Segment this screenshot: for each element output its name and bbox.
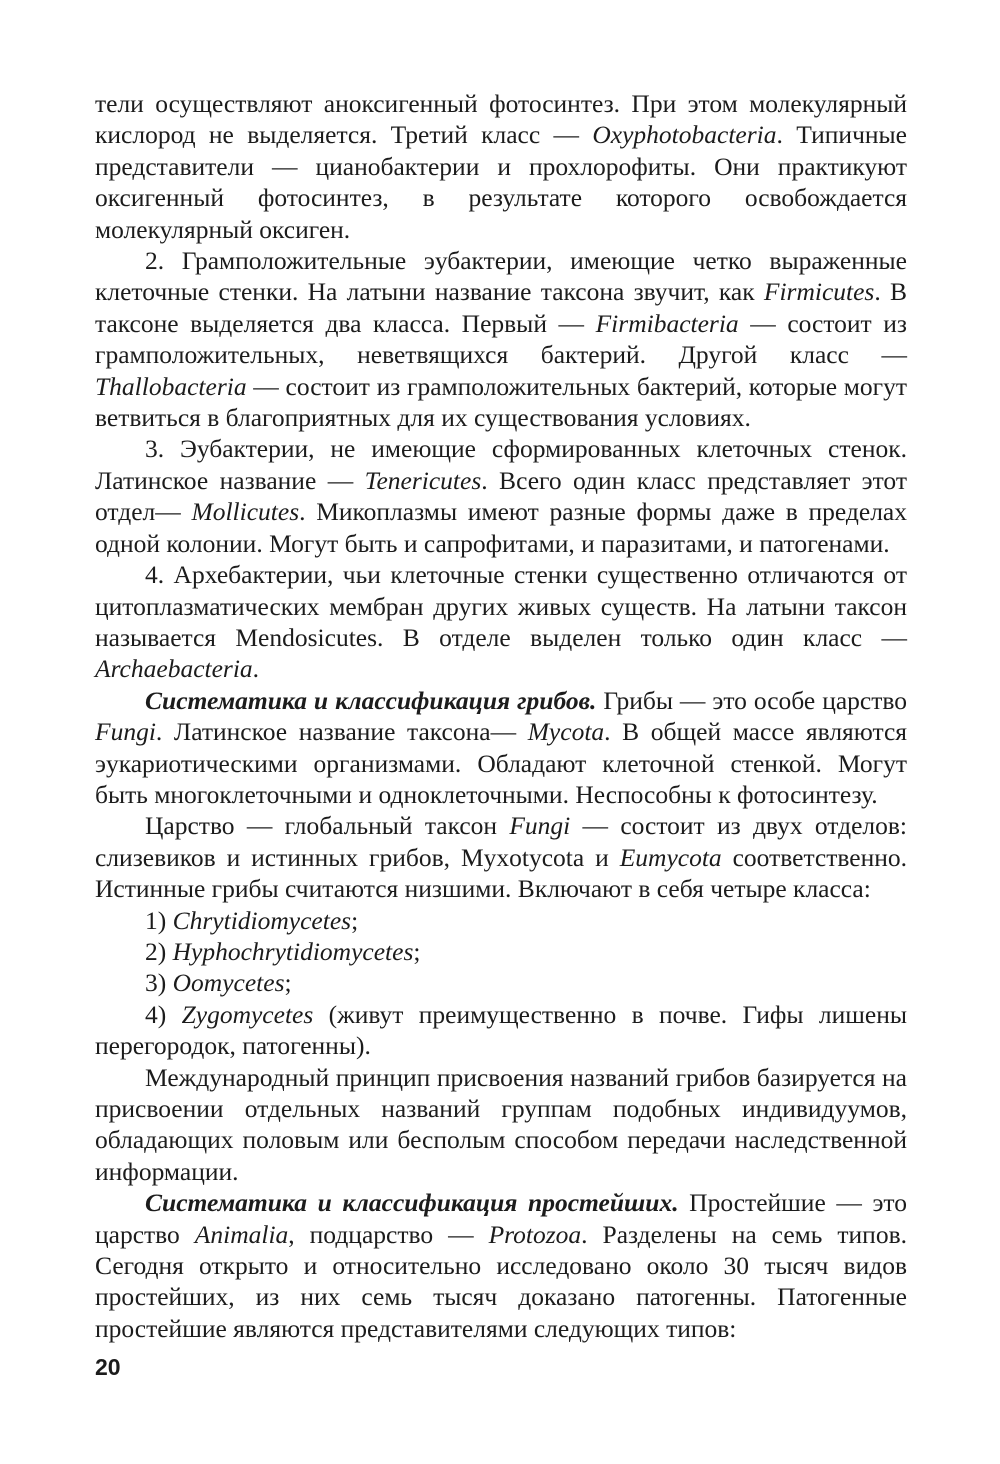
section-heading: Систематика и классификация грибов. <box>145 685 597 715</box>
paragraph-7 <box>95 1062 907 1188</box>
text: . Всего один класс представляет этот отдел— <box>95 465 907 527</box>
paragraph-6 <box>95 810 907 904</box>
page-body <box>95 88 907 1344</box>
text: Простейшие — это царство <box>95 1188 907 1249</box>
paragraph-fungi-heading <box>95 685 907 811</box>
text: — состоит из двух отделов: слизевиков и истинных грибов, Myxotycota и <box>95 811 907 872</box>
paragraph-2 <box>95 245 907 433</box>
text: . В общей массе являются эукариотическими организмами. Обладают клеточной стенкой. Могут быть многоклеточными и одноклеточными. Неспособны к фотосинтезу. <box>95 717 907 809</box>
list-item <box>95 905 907 936</box>
taxon-name: Protozoa <box>488 1219 582 1249</box>
paragraph-4 <box>95 559 907 685</box>
text: Международный принцип присвоения названий грибов базируется на присвоении отдельных названий группам подобных индивидуумов, обладающих половым или бесполым способом передачи наследственной информации. <box>95 1062 907 1186</box>
taxon-name: Oxyphotobacteria <box>592 120 777 150</box>
text: — состоит из грамположительных, неветвящихся бактерий. Другой класс — <box>95 308 907 370</box>
list-item <box>95 936 907 967</box>
text: тели осуществляют аноксигенный фотосинтез. При этом молекулярный кислород не выделяется. Третий класс — <box>95 89 907 150</box>
text: 4. Архебактерии, чьи клеточные стенки существенно отличаются от цитоплазматических мембран других живых существ. На латыни таксон называется Mendosicutes. В отделе выделен только один класс — <box>95 560 907 652</box>
text: — состоит из грамположительных бактерий, которые могут ветвиться в благоприятных для их существования условиях. <box>95 371 907 433</box>
taxon-name: Oomycetes <box>172 968 285 998</box>
text: Грибы — это особе царство <box>596 685 908 715</box>
text: . Разделены на семь типов. Сегодня открыто и относительно исследовано около 30 тысяч видов простейших, из них семь тысяч доказано патогенны. Патогенные простейшие являются представителями следующих типов: <box>95 1219 907 1343</box>
text: ; <box>351 905 359 935</box>
page-number: 20 <box>95 1354 121 1380</box>
taxon-name: Chrytidiomycetes <box>172 905 352 935</box>
list-number: 2) <box>145 936 173 966</box>
taxon-name: Zygomycetes <box>181 999 314 1029</box>
taxon-name: Mycota <box>527 717 605 747</box>
taxon-name: Firmibacteria <box>595 308 739 338</box>
list-number: 3) <box>145 968 173 998</box>
list-number: 1) <box>145 905 173 935</box>
taxon-name: Eumycota <box>619 842 722 872</box>
text: ; <box>413 936 421 966</box>
taxon-name: Firmicutes <box>763 277 875 307</box>
text: , подцарство — <box>288 1219 489 1249</box>
text: . <box>252 654 260 684</box>
paragraph-protozoa-heading <box>95 1187 907 1344</box>
text: Царство — глобальный таксон <box>145 811 510 841</box>
taxon-name: Mollicutes <box>191 497 300 527</box>
paragraph-1 <box>95 88 907 245</box>
text: . В таксоне выделяется два класса. Первый — <box>95 277 908 338</box>
text: . Латинское название таксона— <box>155 717 528 747</box>
section-heading: Систематика и классификация простейших. <box>145 1188 679 1218</box>
taxon-name: Tenericutes <box>364 465 482 495</box>
taxon-name: Hyphochrytidiomycetes <box>172 936 414 966</box>
text: ; <box>284 968 292 998</box>
text: . Типичные представители — цианобактерии и прохлорофиты. Они практикуют оксигенный фотосинтез, в результате которого освобождается молекулярный оксиген. <box>95 120 907 244</box>
paragraph-3 <box>95 433 907 559</box>
taxon-name: Thallobacteria <box>95 371 247 401</box>
text: 2. Грамположительные эубактерии, имеющие четко выраженные клеточные стенки. На латыни название таксона звучит, как <box>95 246 907 307</box>
taxon-name: Animalia <box>194 1219 289 1249</box>
text: 3. Эубактерии, не имеющие сформированных клеточных стенок. Латинское название — <box>95 434 907 495</box>
taxon-name: Fungi <box>509 811 571 841</box>
taxon-name: Archaebacteria <box>95 654 253 684</box>
taxon-name: Fungi <box>95 717 156 747</box>
text: соответственно. Истинные грибы считаются низшими. Включают в себя четыре класса: <box>95 842 907 904</box>
text: (живут преимущественно в почве. Гифы лишены перегородок, патогенны). <box>95 999 907 1061</box>
list-item <box>95 999 907 1062</box>
list-item <box>95 967 907 998</box>
text: . Микоплазмы имеют разные формы даже в пределах одной колонии. Могут быть и сапрофитами, и паразитами, и патогенами. <box>95 497 907 558</box>
list-number: 4) <box>145 999 182 1029</box>
